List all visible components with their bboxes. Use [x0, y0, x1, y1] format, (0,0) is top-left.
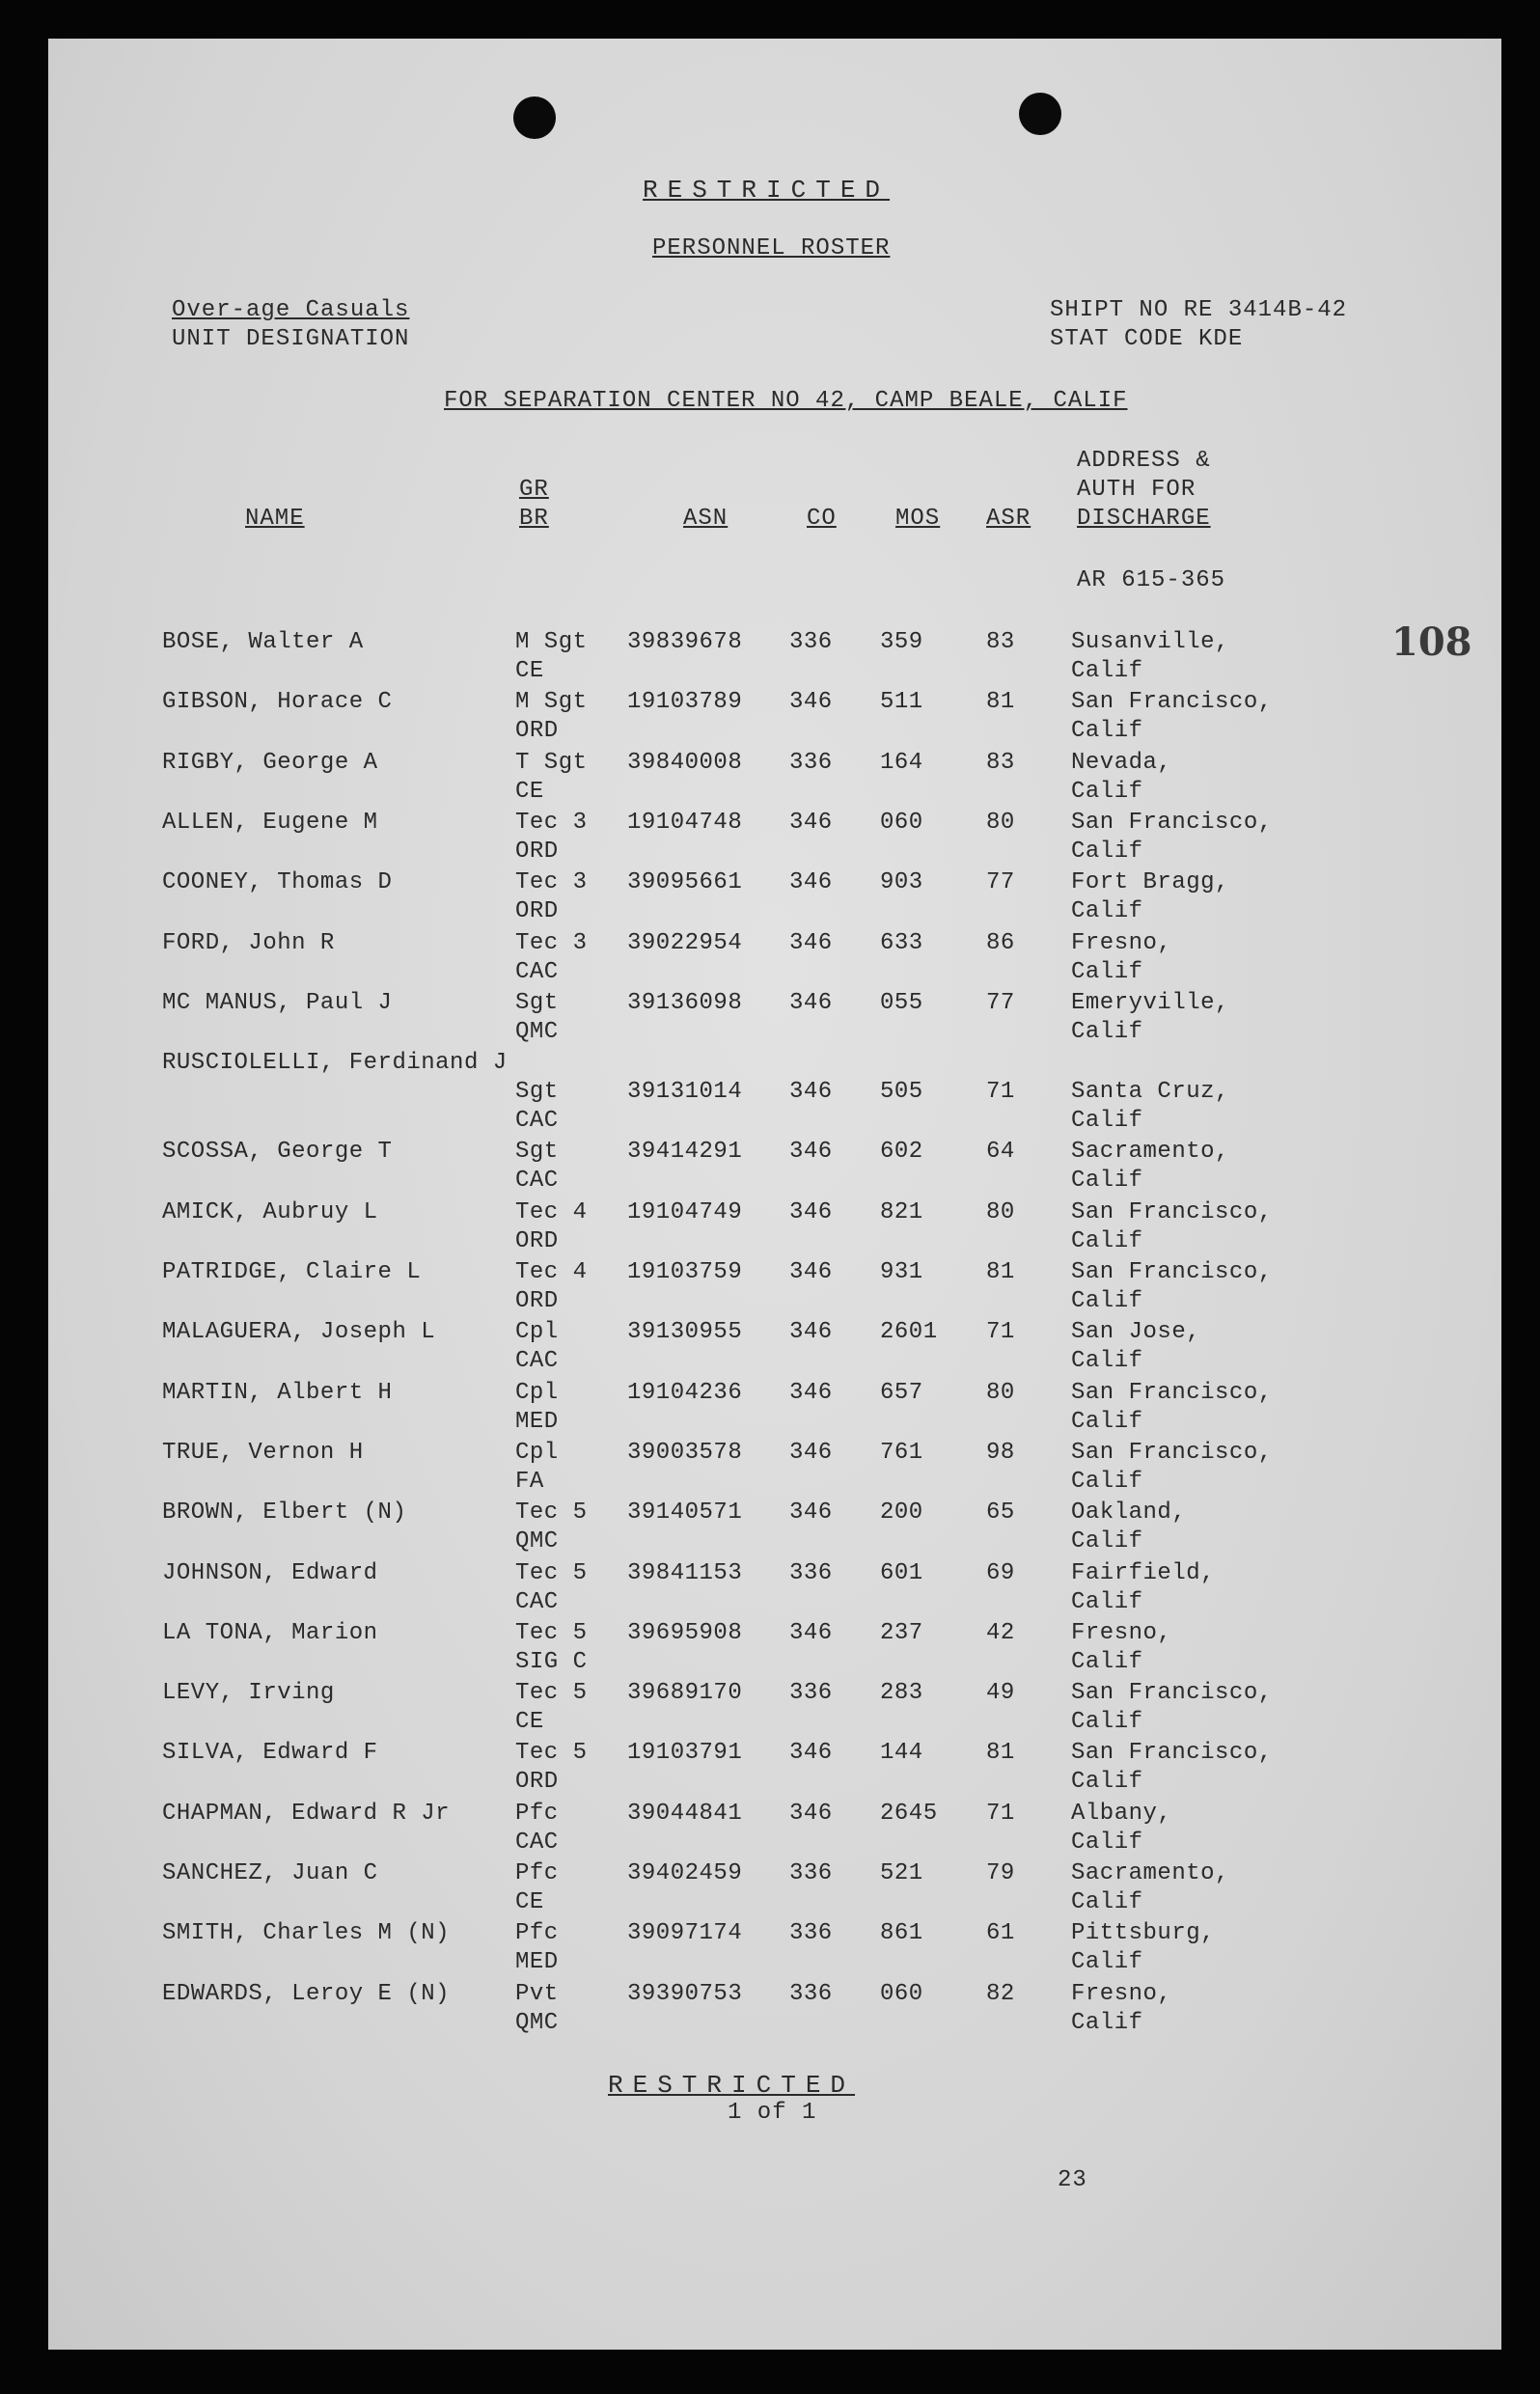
roster-company: 346 — [789, 1139, 833, 1166]
roster-asn: 19104748 — [627, 809, 743, 836]
roster-mos: 521 — [880, 1860, 923, 1886]
roster-branch: QMC — [515, 1528, 559, 1555]
roster-asr: 79 — [986, 1860, 1015, 1886]
roster-name: SCOSSA, George T — [162, 1139, 393, 1166]
roster-name: RUSCIOLELLI, Ferdinand J — [162, 1050, 508, 1077]
roster-company: 346 — [789, 1079, 833, 1106]
roster-branch: QMC — [515, 1018, 559, 1045]
roster-branch: CAC — [515, 1108, 559, 1135]
roster-state: Calif — [1071, 1528, 1143, 1555]
roster-branch: CAC — [515, 958, 559, 985]
roster-city: San Francisco, — [1071, 1680, 1273, 1707]
roster-asn: 39402459 — [627, 1860, 743, 1886]
roster-state: Calif — [1071, 1889, 1143, 1915]
roster-state: Calif — [1071, 1588, 1143, 1615]
roster-branch: MED — [515, 1949, 559, 1976]
col-header-asr: ASR — [986, 506, 1031, 532]
roster-state: Calif — [1071, 1949, 1143, 1976]
roster-company: 346 — [789, 869, 833, 896]
table-row — [48, 1139, 1501, 1198]
roster-grade: Tec 5 — [515, 1680, 588, 1707]
roster-company: 336 — [789, 1980, 833, 2007]
roster-asn: 39044841 — [627, 1800, 743, 1827]
roster-grade: Pfc — [515, 1800, 559, 1827]
roster-grade: Pfc — [515, 1920, 559, 1947]
roster-city: Santa Cruz, — [1071, 1079, 1229, 1106]
document-page — [48, 39, 1501, 2350]
roster-branch: CE — [515, 778, 544, 805]
roster-city: Fresno, — [1071, 1619, 1172, 1646]
roster-city: San Francisco, — [1071, 1439, 1273, 1466]
roster-mos: 164 — [880, 749, 923, 776]
roster-company: 346 — [789, 1319, 833, 1346]
roster-branch: SIG C — [515, 1648, 588, 1675]
roster-asn: 39839678 — [627, 629, 743, 655]
roster-company: 346 — [789, 809, 833, 836]
address-header-line2: AUTH FOR — [1077, 477, 1196, 503]
roster-mos: 601 — [880, 1559, 923, 1586]
roster-branch: CE — [515, 658, 544, 684]
roster-mos: 144 — [880, 1740, 923, 1767]
roster-name: LA TONA, Marion — [162, 1619, 378, 1646]
roster-asn: 39414291 — [627, 1139, 743, 1166]
roster-grade: Tec 5 — [515, 1740, 588, 1767]
roster-name: MC MANUS, Paul J — [162, 989, 393, 1016]
roster-state: Calif — [1071, 1018, 1143, 1045]
table-row — [48, 1740, 1501, 1800]
roster-asr: 81 — [986, 1259, 1015, 1285]
table-row — [48, 1199, 1501, 1259]
table-row — [48, 1981, 1501, 2041]
table-row — [48, 1259, 1501, 1319]
address-header-line3: DISCHARGE — [1077, 506, 1211, 532]
roster-asn: 19104236 — [627, 1379, 743, 1406]
roster-asr: 42 — [986, 1619, 1015, 1646]
punch-hole-left — [513, 96, 556, 139]
roster-name: CHAPMAN, Edward R Jr — [162, 1800, 451, 1827]
roster-asn: 39840008 — [627, 749, 743, 776]
roster-company: 336 — [789, 1860, 833, 1886]
roster-grade: Pvt — [515, 1980, 559, 2007]
roster-branch: CAC — [515, 1168, 559, 1195]
roster-asr: 81 — [986, 1740, 1015, 1767]
table-row — [48, 689, 1501, 749]
roster-asn: 39097174 — [627, 1920, 743, 1947]
roster-asn: 39131014 — [627, 1079, 743, 1106]
roster-asr: 80 — [986, 809, 1015, 836]
roster-asr: 64 — [986, 1139, 1015, 1166]
roster-mos: 861 — [880, 1920, 923, 1947]
roster-company: 336 — [789, 1559, 833, 1586]
roster-branch: ORD — [515, 1288, 559, 1314]
roster-name: SILVA, Edward F — [162, 1740, 378, 1767]
roster-state: Calif — [1071, 1408, 1143, 1435]
roster-asn: 19103791 — [627, 1740, 743, 1767]
roster-grade: Cpl — [515, 1439, 559, 1466]
punch-hole-right — [1019, 93, 1061, 135]
roster-asr: 77 — [986, 989, 1015, 1016]
roster-name: LEVY, Irving — [162, 1680, 335, 1707]
roster-branch: ORD — [515, 1769, 559, 1796]
roster-asr: 49 — [986, 1680, 1015, 1707]
roster-grade: Tec 4 — [515, 1259, 588, 1285]
roster-city: Susanville, — [1071, 629, 1229, 655]
table-row — [48, 1620, 1501, 1680]
roster-city: Fort Bragg, — [1071, 869, 1229, 896]
roster-company: 346 — [789, 1800, 833, 1827]
roster-asr: 71 — [986, 1800, 1015, 1827]
roster-asr: 65 — [986, 1500, 1015, 1527]
roster-company: 346 — [789, 1500, 833, 1527]
discharge-authority: AR 615-365 — [1077, 567, 1226, 593]
unit-label: UNIT DESIGNATION — [172, 326, 410, 352]
roster-state: Calif — [1071, 1829, 1143, 1856]
roster-city: San Francisco, — [1071, 689, 1273, 716]
roster-city: Fresno, — [1071, 929, 1172, 956]
roster-name: EDWARDS, Leroy E (N) — [162, 1980, 451, 2007]
roster-city: San Francisco, — [1071, 1259, 1273, 1285]
roster-asr: 71 — [986, 1079, 1015, 1106]
roster-state: Calif — [1071, 958, 1143, 985]
address-header-line1: ADDRESS & — [1077, 448, 1211, 474]
roster-company: 346 — [789, 1379, 833, 1406]
destination-line: FOR SEPARATION CENTER NO 42, CAMP BEALE, CALIF — [444, 388, 1128, 414]
roster-city: San Francisco, — [1071, 1740, 1273, 1767]
roster-mos: 2645 — [880, 1800, 938, 1827]
roster-asr: 71 — [986, 1319, 1015, 1346]
roster-mos: 283 — [880, 1680, 923, 1707]
roster-state: Calif — [1071, 718, 1143, 745]
table-row — [48, 1440, 1501, 1500]
roster-grade: Sgt — [515, 1139, 559, 1166]
roster-mos: 2601 — [880, 1319, 938, 1346]
roster-mos: 237 — [880, 1619, 923, 1646]
roster-grade: T Sgt — [515, 749, 588, 776]
roster-city: San Francisco, — [1071, 1198, 1273, 1225]
roster-grade: Pfc — [515, 1860, 559, 1886]
roster-mos: 903 — [880, 869, 923, 896]
roster-grade: Sgt — [515, 1079, 559, 1106]
roster-company: 336 — [789, 749, 833, 776]
roster-mos: 060 — [880, 1980, 923, 2007]
roster-grade: Cpl — [515, 1319, 559, 1346]
roster-name: COONEY, Thomas D — [162, 869, 393, 896]
table-row — [48, 990, 1501, 1050]
roster-city: Sacramento, — [1071, 1139, 1229, 1166]
roster-company: 346 — [789, 1259, 833, 1285]
roster-company: 336 — [789, 1920, 833, 1947]
roster-grade: Tec 3 — [515, 869, 588, 896]
roster-branch: CAC — [515, 1588, 559, 1615]
roster-name: BOSE, Walter A — [162, 629, 364, 655]
roster-city: Pittsburg, — [1071, 1920, 1216, 1947]
table-row — [48, 1050, 1501, 1135]
roster-mos: 761 — [880, 1439, 923, 1466]
roster-grade: Tec 3 — [515, 929, 588, 956]
roster-city: Emeryville, — [1071, 989, 1229, 1016]
roster-branch: ORD — [515, 898, 559, 925]
roster-state: Calif — [1071, 898, 1143, 925]
classification-header: RESTRICTED — [643, 176, 891, 205]
roster-mos: 505 — [880, 1079, 923, 1106]
roster-name: AMICK, Aubruy L — [162, 1198, 378, 1225]
document-title: PERSONNEL ROSTER — [652, 235, 891, 261]
roster-name: TRUE, Vernon H — [162, 1439, 364, 1466]
roster-company: 346 — [789, 1740, 833, 1767]
roster-name: MARTIN, Albert H — [162, 1379, 393, 1406]
roster-state: Calif — [1071, 1769, 1143, 1796]
roster-state: Calif — [1071, 1709, 1143, 1736]
roster-city: San Francisco, — [1071, 1379, 1273, 1406]
roster-name: MALAGUERA, Joseph L — [162, 1319, 436, 1346]
classification-footer: RESTRICTED — [608, 2071, 856, 2100]
roster-name: GIBSON, Horace C — [162, 689, 393, 716]
roster-company: 346 — [789, 989, 833, 1016]
roster-branch: CAC — [515, 1829, 559, 1856]
col-header-co: CO — [807, 506, 837, 532]
roster-branch: CE — [515, 1709, 544, 1736]
stat-code: STAT CODE KDE — [1050, 326, 1244, 352]
roster-name: PATRIDGE, Claire L — [162, 1259, 422, 1285]
roster-asn: 39841153 — [627, 1559, 743, 1586]
table-row — [48, 1860, 1501, 1920]
roster-asn: 39130955 — [627, 1319, 743, 1346]
col-header-gr: GR — [519, 477, 549, 503]
col-header-br: BR — [519, 506, 549, 532]
page-number: 23 — [1058, 2167, 1087, 2193]
roster-asn: 39003578 — [627, 1439, 743, 1466]
roster-branch: CE — [515, 1889, 544, 1915]
roster-branch: CAC — [515, 1348, 559, 1375]
table-row — [48, 1560, 1501, 1620]
roster-branch: FA — [515, 1468, 544, 1495]
col-header-mos: MOS — [895, 506, 941, 532]
roster-city: Sacramento, — [1071, 1860, 1229, 1886]
roster-asn: 39022954 — [627, 929, 743, 956]
roster-mos: 821 — [880, 1198, 923, 1225]
roster-asr: 80 — [986, 1379, 1015, 1406]
roster-grade: M Sgt — [515, 629, 588, 655]
roster-asn: 19103759 — [627, 1259, 743, 1285]
roster-name: RIGBY, George A — [162, 749, 378, 776]
roster-mos: 511 — [880, 689, 923, 716]
roster-asr: 61 — [986, 1920, 1015, 1947]
roster-grade: Tec 4 — [515, 1198, 588, 1225]
roster-mos: 200 — [880, 1500, 923, 1527]
table-row — [48, 1680, 1501, 1740]
roster-asr: 69 — [986, 1559, 1015, 1586]
roster-mos: 602 — [880, 1139, 923, 1166]
roster-asn: 19103789 — [627, 689, 743, 716]
table-row — [48, 1920, 1501, 1980]
roster-branch: ORD — [515, 718, 559, 745]
roster-state: Calif — [1071, 1648, 1143, 1675]
roster-grade: Cpl — [515, 1379, 559, 1406]
roster-branch: MED — [515, 1408, 559, 1435]
roster-name: SMITH, Charles M (N) — [162, 1920, 451, 1947]
roster-state: Calif — [1071, 1168, 1143, 1195]
roster-asn: 39689170 — [627, 1680, 743, 1707]
roster-asn: 19104749 — [627, 1198, 743, 1225]
roster-company: 346 — [789, 1198, 833, 1225]
roster-asr: 83 — [986, 629, 1015, 655]
table-row — [48, 1380, 1501, 1440]
roster-branch: ORD — [515, 838, 559, 865]
roster-mos: 657 — [880, 1379, 923, 1406]
roster-name: ALLEN, Eugene M — [162, 809, 378, 836]
table-row — [48, 750, 1501, 810]
roster-grade: Tec 5 — [515, 1559, 588, 1586]
roster-city: San Francisco, — [1071, 809, 1273, 836]
table-row — [48, 1801, 1501, 1860]
table-row — [48, 930, 1501, 990]
roster-company: 336 — [789, 629, 833, 655]
unit-name: Over-age Casuals — [172, 297, 410, 323]
roster-grade: Sgt — [515, 989, 559, 1016]
roster-company: 346 — [789, 689, 833, 716]
stamped-number: 108 — [1391, 619, 1472, 665]
roster-branch: QMC — [515, 2009, 559, 2036]
roster-state: Calif — [1071, 2009, 1143, 2036]
table-row — [48, 810, 1501, 869]
roster-mos: 055 — [880, 989, 923, 1016]
roster-city: Fairfield, — [1071, 1559, 1216, 1586]
roster-grade: Tec 5 — [515, 1500, 588, 1527]
roster-asn: 39390753 — [627, 1980, 743, 2007]
roster-asn: 39695908 — [627, 1619, 743, 1646]
roster-asr: 82 — [986, 1980, 1015, 2007]
col-header-asn: ASN — [683, 506, 729, 532]
roster-mos: 931 — [880, 1259, 923, 1285]
roster-asn: 39136098 — [627, 989, 743, 1016]
roster-city: San Jose, — [1071, 1319, 1201, 1346]
roster-state: Calif — [1071, 1108, 1143, 1135]
roster-company: 336 — [789, 1680, 833, 1707]
roster-city: Nevada, — [1071, 749, 1172, 776]
roster-company: 346 — [789, 1439, 833, 1466]
roster-name: BROWN, Elbert (N) — [162, 1500, 407, 1527]
roster-name: FORD, John R — [162, 929, 335, 956]
table-row — [48, 1319, 1501, 1379]
roster-state: Calif — [1071, 838, 1143, 865]
roster-city: Oakland, — [1071, 1500, 1187, 1527]
roster-asn: 39095661 — [627, 869, 743, 896]
col-header-name: NAME — [245, 506, 305, 532]
roster-asr: 81 — [986, 689, 1015, 716]
roster-state: Calif — [1071, 778, 1143, 805]
roster-name: JOHNSON, Edward — [162, 1559, 378, 1586]
roster-state: Calif — [1071, 658, 1143, 684]
roster-mos: 060 — [880, 809, 923, 836]
roster-city: Albany, — [1071, 1800, 1172, 1827]
table-row — [48, 869, 1501, 929]
pagination: 1 of 1 — [728, 2100, 817, 2126]
roster-state: Calif — [1071, 1468, 1143, 1495]
roster-mos: 633 — [880, 929, 923, 956]
roster-state: Calif — [1071, 1227, 1143, 1254]
table-row — [48, 629, 1501, 689]
roster-grade: M Sgt — [515, 689, 588, 716]
roster-mos: 359 — [880, 629, 923, 655]
roster-asr: 80 — [986, 1198, 1015, 1225]
roster-state: Calif — [1071, 1348, 1143, 1375]
roster-state: Calif — [1071, 1288, 1143, 1314]
roster-grade: Tec 3 — [515, 809, 588, 836]
roster-name: SANCHEZ, Juan C — [162, 1860, 378, 1886]
roster-company: 346 — [789, 929, 833, 956]
roster-grade: Tec 5 — [515, 1619, 588, 1646]
roster-city: Fresno, — [1071, 1980, 1172, 2007]
shipment-number: SHIPT NO RE 3414B-42 — [1050, 297, 1348, 323]
roster-asr: 98 — [986, 1439, 1015, 1466]
roster-asr: 83 — [986, 749, 1015, 776]
roster-asr: 77 — [986, 869, 1015, 896]
roster-branch: ORD — [515, 1227, 559, 1254]
roster-asr: 86 — [986, 929, 1015, 956]
roster-asn: 39140571 — [627, 1500, 743, 1527]
table-row — [48, 1500, 1501, 1559]
roster-company: 346 — [789, 1619, 833, 1646]
